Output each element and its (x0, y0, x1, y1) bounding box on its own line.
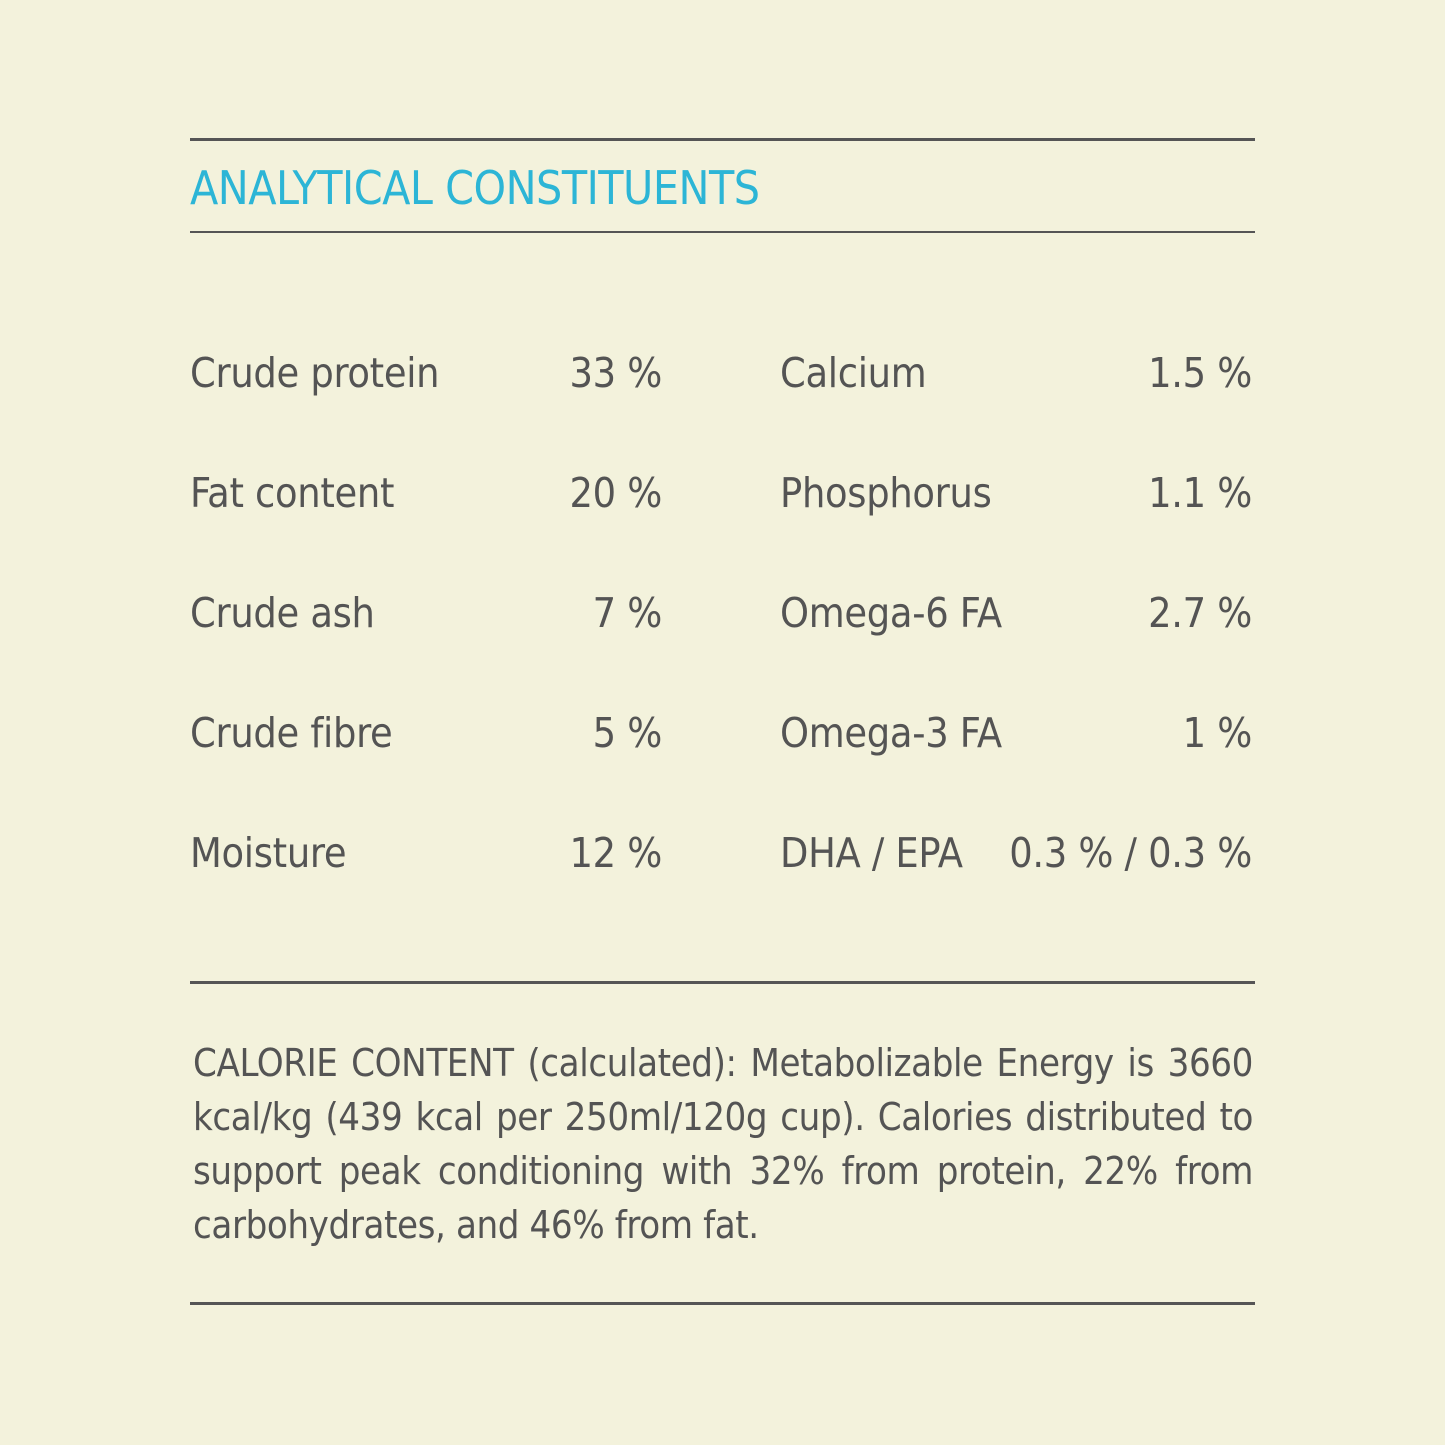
constituent-value: 33 % (569, 349, 662, 397)
constituent-value: 5 % (592, 709, 662, 757)
constituent-row (780, 463, 1252, 523)
middle-rule (190, 981, 1255, 984)
constituent-value: 7 % (592, 589, 662, 637)
constituent-row (190, 703, 662, 763)
constituent-row (190, 343, 662, 403)
constituent-label: Fat content (190, 469, 395, 517)
calorie-content-text: CALORIE CONTENT (calculated): Metabolizable Energy is 3660 kcal/kg (439 kcal per 250ml/120g cup). Calories distributed to support peak conditioning with 32% from protein, 22% from carbohydrates, and 46% from fat. (193, 1041, 1253, 1247)
constituent-row (190, 463, 662, 523)
constituent-label: Phosphorus (780, 469, 992, 517)
constituent-row (190, 583, 662, 643)
constituent-value: 1 % (1182, 709, 1252, 757)
constituent-value: 12 % (569, 829, 662, 877)
constituent-row (780, 583, 1252, 643)
constituent-row (190, 823, 662, 883)
constituent-row (780, 823, 1252, 883)
constituent-value: 0.3 % / 0.3 % (1009, 829, 1252, 877)
constituent-label: Crude fibre (190, 709, 393, 757)
bottom-rule (190, 1302, 1255, 1305)
constituent-value: 1.1 % (1148, 469, 1252, 517)
constituent-label: Omega-6 FA (780, 589, 1002, 637)
constituent-label: Calcium (780, 349, 927, 397)
constituent-value: 1.5 % (1148, 349, 1252, 397)
constituent-label: Crude ash (190, 589, 375, 637)
constituent-value: 20 % (569, 469, 662, 517)
section-title: ANALYTICAL CONSTITUENTS (190, 161, 760, 215)
constituent-value: 2.7 % (1148, 589, 1252, 637)
constituent-label: Moisture (190, 829, 347, 877)
constituent-label: Omega-3 FA (780, 709, 1002, 757)
constituent-label: DHA / EPA (780, 829, 963, 877)
constituent-label: Crude protein (190, 349, 440, 397)
constituent-row (780, 703, 1252, 763)
constituent-row (780, 343, 1252, 403)
top-rule (190, 138, 1255, 141)
title-underline (190, 231, 1255, 233)
